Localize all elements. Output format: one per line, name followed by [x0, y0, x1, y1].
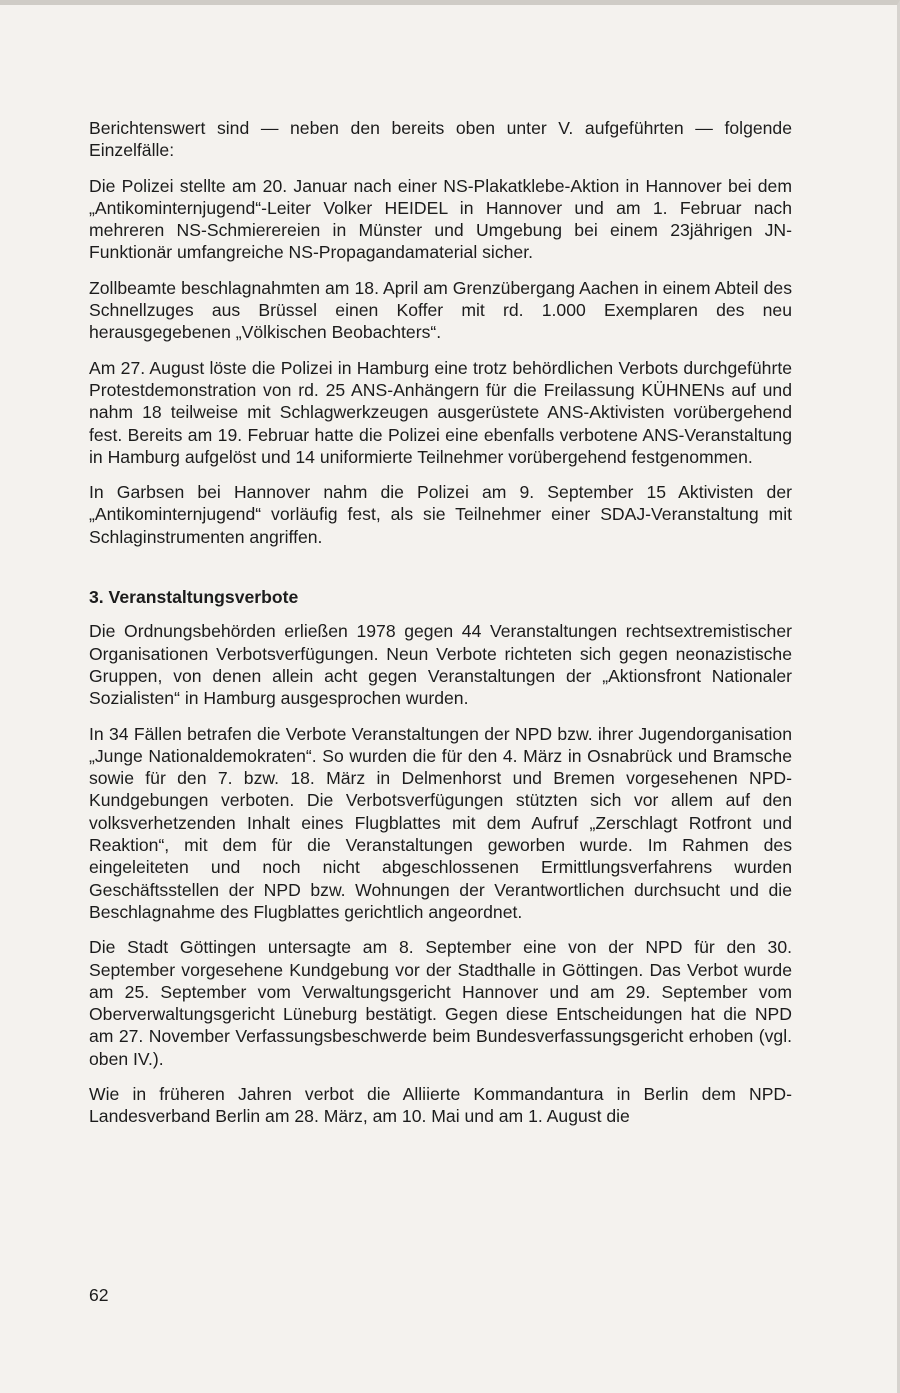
paragraph-npd-verbote: In 34 Fällen betrafen die Verbote Veranstaltungen der NPD bzw. ihrer Jugendorganisation „Junge Nationaldemokraten“. So wurden die für den 4. März in Osnabrück und Bramsche sowie für den 7. bzw. 18. März in Delmenhorst und Bremen vorgesehenen NPD-Kundgebungen verboten. Die Verbotsverfügungen stützten sich vor allem auf den volksverhetzenden Inhalt eines Flugblattes mit dem Aufruf „Zerschlagt Rotfront und Reaktion“, mit dem für die Veranstaltungen geworben wurde. Im Rahmen des eingeleiteten und noch nicht abgeschlossenen Ermittlungsverfahrens wurden Geschäftsstellen der NPD bzw. Wohnungen der Verantwortlichen durchsucht und die Beschlagnahme des Flugblattes gerichtlich angeordnet. — [89, 723, 792, 922]
text-column — [89, 117, 792, 1141]
paragraph-ordnungsbehoerden: Die Ordnungsbehörden erließen 1978 gegen 44 Veranstaltungen rechtsextremistischer Organisationen Verbotsverfügungen. Neun Verbote richteten sich gegen neonazistische Gruppen, von denen allein acht gegen Veranstaltungen der „Aktionsfront Nationaler Sozialisten“ in Hamburg ausgesprochen wurden. — [89, 621, 792, 709]
paragraph-hamburg-demo: Am 27. August löste die Polizei in Hamburg eine trotz behördlichen Verbots durchgeführte Protestdemonstration von rd. 25 ANS-Anhängern für die Freilassung KÜHNENs auf und nahm 18 teilweise mit Schlagwerkzeugen ausgerüstete ANS-Aktivisten vorübergehend fest. Bereits am 19. Februar hatte die Polizei eine ebenfalls verbotene ANS-Veranstaltung in Hamburg aufgelöst und 14 uniformierte Teilnehmer vorübergehend festgenommen. — [89, 357, 792, 467]
intro-paragraph: Berichtenswert sind — neben den bereits oben unter V. aufgeführten — folgende Einzelfälle: — [89, 118, 792, 161]
page-number: 62 — [89, 1285, 109, 1305]
section-heading: 3. Veranstaltungsverbote — [89, 587, 299, 608]
paragraph-goettingen: Die Stadt Göttingen untersagte am 8. September eine von der NPD für den 30. September vorgesehene Kundgebung vor der Stadthalle in Göttingen. Das Verbot wurde am 25. September vom Verwaltungsgericht Hannover und am 29. September vom Oberverwaltungsgericht Lüneburg bestätigt. Gegen diese Entscheidungen hat die NPD am 27. November Verfassungsbeschwerde beim Bundesverfassungsgericht erhoben (vgl. oben IV.). — [89, 937, 792, 1069]
paragraph-seizure-hannover: Die Polizei stellte am 20. Januar nach einer NS-Plakatklebe-Aktion in Hannover bei dem „Antikominternjugend“-Leiter Volker HEIDEL in Hannover und am 1. Februar nach mehreren NS-Schmierereien in Münster und Umgebung bei einem 23jährigen JN-Funktionär umfangreiche NS-Propagandamaterial sicher. — [89, 175, 792, 263]
paragraph-garbsen: In Garbsen bei Hannover nahm die Polizei am 9. September 15 Aktivisten der „Antikominternjugend“ vorläufig fest, als sie Teilnehmer einer SDAJ-Veranstaltung mit Schlaginstrumenten angriffen. — [89, 482, 792, 547]
paragraph-berlin: Wie in früheren Jahren verbot die Alliierte Kommandantura in Berlin dem NPD-Landesverband Berlin am 28. März, am 10. Mai und am 1. August die — [89, 1083, 792, 1127]
paragraph-customs-aachen: Zollbeamte beschlagnahmten am 18. April am Grenzübergang Aachen in einem Abteil des Schnellzuges aus Brüssel einen Koffer mit rd. 1.000 Exemplaren des neu herausgegebenen „Völkischen Beobachters“. — [89, 277, 792, 343]
